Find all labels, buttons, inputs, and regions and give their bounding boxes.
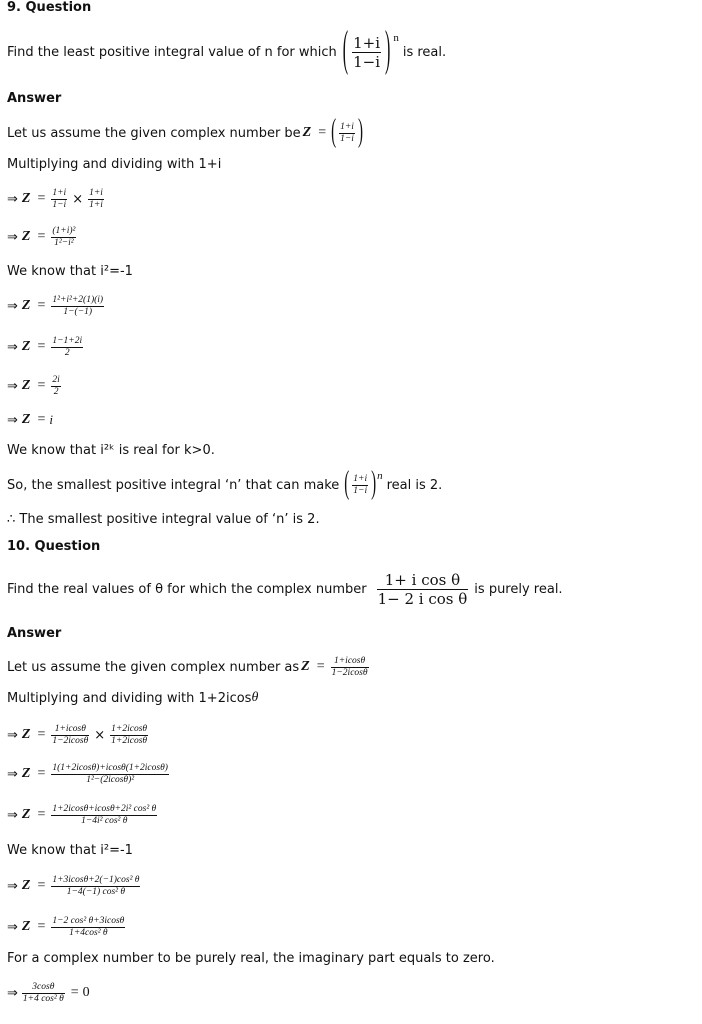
prompt-exponent: n (393, 32, 399, 44)
q9-step-2: Multiplying and dividing with 1+i (7, 157, 222, 172)
question-9-title: 9. Question (7, 0, 92, 15)
q9-step-5: We know that i²=-1 (7, 264, 133, 279)
q10-step-1: Let us assume the given complex number as Z = $\frac{1+icos\theta}{1-2icos\theta}$ (7, 655, 368, 678)
question-10-title: 10. Question (7, 539, 101, 554)
q9-step-6: ⇒ Z = $\frac{\text{1²+i²+2(1)(i)}}{1-(-1)}$ (7, 294, 104, 317)
prompt-fraction: $\frac{\text{1+ i cos θ}}{\text{1− 2 i cos θ}}$ (377, 570, 468, 608)
prompt-fraction: $\frac{1+i}{1-i}$ (353, 33, 380, 71)
q9-step-1: Let us assume the given complex number be Z = ( $\frac{1+i}{1-i}$ ) (7, 114, 363, 150)
q9-step-8: ⇒ Z = $\frac{2i}{2}$ (7, 374, 60, 397)
q10-step-4: ⇒ Z = $\frac{1(1+2icos\theta)+icos\theta(1+2icos\theta)}{\text{1²−(2icosθ)²}}$ (7, 762, 168, 785)
prompt-text: Find the least positive integral value of n for which (7, 44, 337, 60)
q9-step-4: ⇒ Z = $\frac{\text{(1+i)²}}{\text{1²−i²}}$ (7, 225, 76, 248)
q10-step-6: We know that i²=-1 (7, 843, 133, 858)
q9-step-9: ⇒ Z = i (7, 412, 53, 428)
question-10-answer-label: Answer (7, 626, 62, 641)
q10-step-9: For a complex number to be purely real, the imaginary part equals to zero. (7, 951, 495, 966)
q10-step-2: Multiplying and dividing with 1+2icos θ (7, 690, 259, 706)
question-9-prompt: Find the least positive integral value of n for which ( $\frac{1+i}{1-i}$ ) n is real. (7, 24, 447, 77)
q9-conclusion: ∴ The smallest positive integral value of ‘n’ is 2. (7, 512, 320, 527)
q9-step-10: We know that i²ᵏ is real for k>0. (7, 443, 215, 458)
q10-step-10: ⇒ $\frac{3\cos\theta}{\text{1+4 cos² θ}}$ = 0 (7, 981, 90, 1004)
q9-step-3: ⇒ Z = $\frac{1+i}{1-i}$ × $\frac{1+i}{1+i}$ (7, 187, 103, 210)
prompt-text-end: is real. (402, 44, 447, 60)
q10-step-3: ⇒ Z = $\frac{1+icos\theta}{1-2icos\theta}$ × $\frac{1+2icos\theta}{1+2icos\theta}$ (7, 723, 148, 746)
q10-step-7: ⇒ Z = $\frac{\text{1+3icosθ+2(−1)cos² θ}}{\text{1−4(−1) cos² θ}}$ (7, 874, 140, 897)
q9-step-11: So, the smallest positive integral ‘n’ that can make ( $\frac{1+i}{1-i}$ ) n real is 2. (7, 466, 443, 502)
question-9-answer-label: Answer (7, 91, 62, 106)
q9-step-7: ⇒ Z = $\frac{1-1+2i}{2}$ (7, 335, 83, 358)
question-10-prompt: Find the real values of θ for which the complex number $\frac{\text{1+ i cos θ}}{\text{1− 2 i cos θ}}$ is purely real. (7, 570, 563, 608)
q10-step-8: ⇒ Z = $\frac{\text{1−2 cos² θ+3icosθ}}{\text{1+4cos² θ}}$ (7, 915, 125, 938)
q10-step-5: ⇒ Z = $\frac{\text{1+2icosθ+icosθ+2i² cos² θ}}{\text{1−4i² cos² θ}}$ (7, 803, 157, 826)
